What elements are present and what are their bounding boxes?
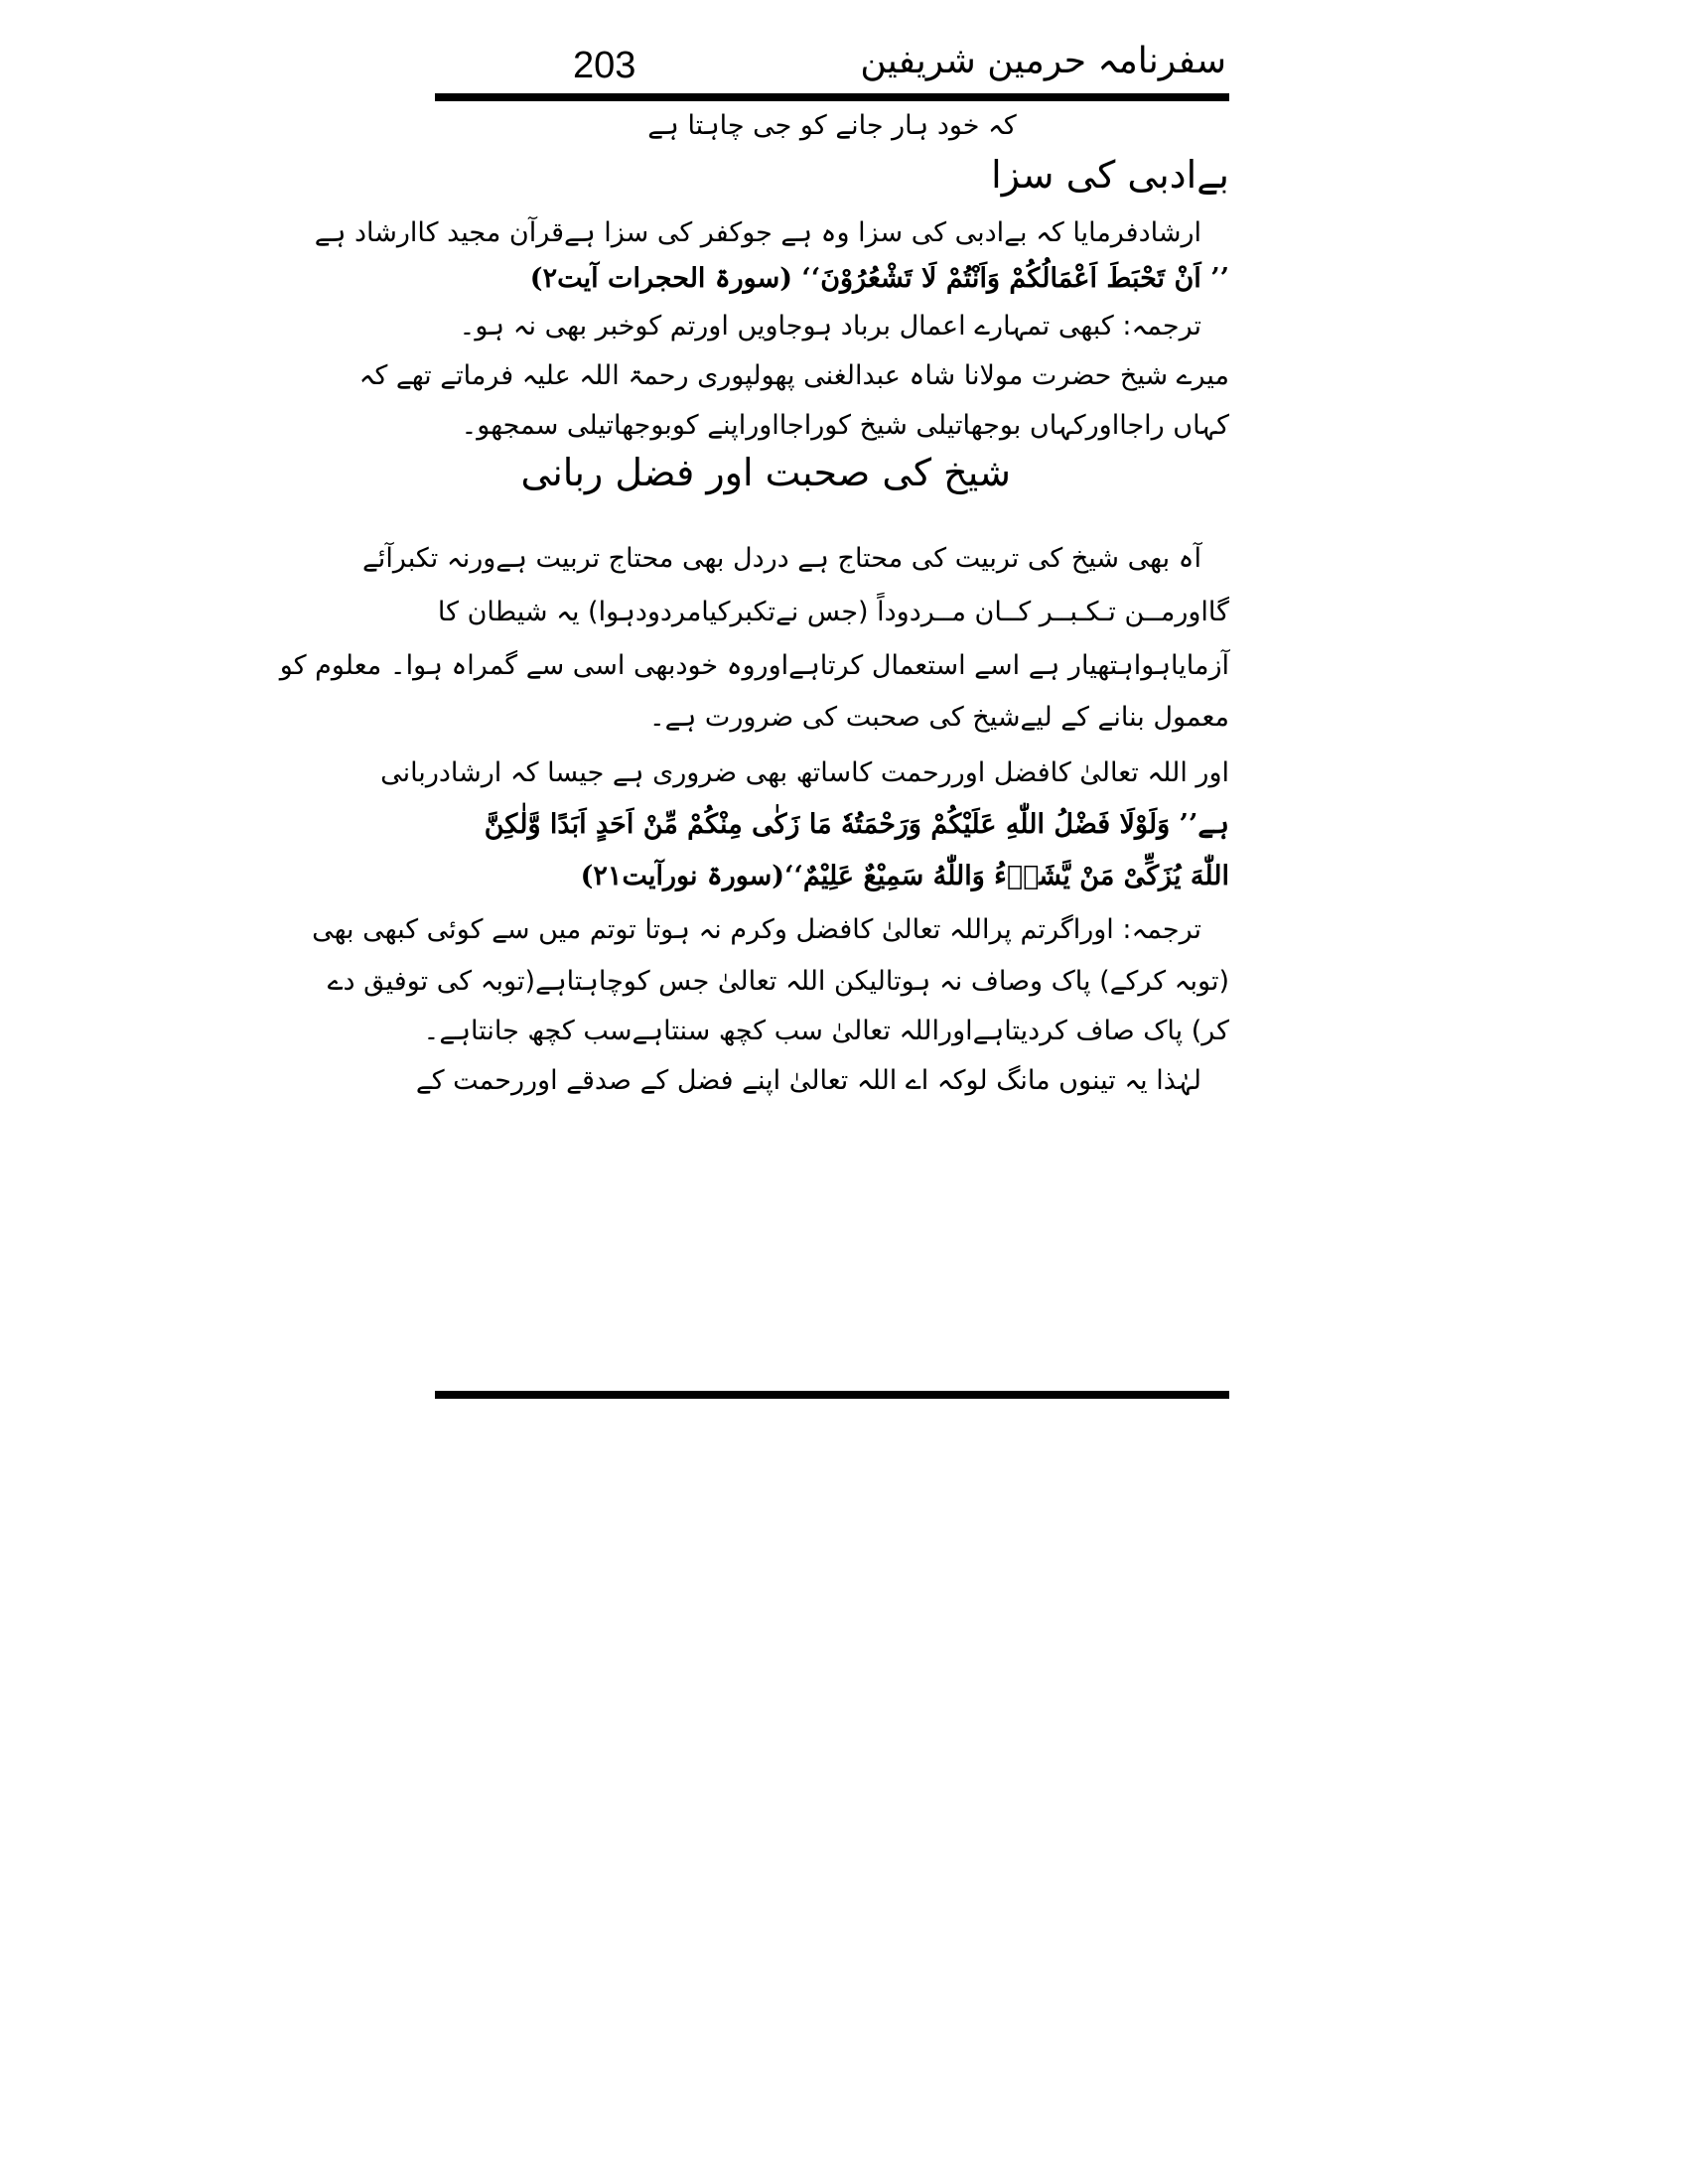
page-header (432, 34, 1226, 93)
paragraph-line: گااورمــن تـکـبــر کــان مــردوداً (جس نےتکبرکیامردودہوا) یہ شیطان کا (437, 597, 1229, 627)
paragraph-line: ارشادفرمایا کہ بےادبی کی سزا وہ ہے جوکفر کی سزا ہےقرآن مجید کاارشاد ہے (314, 217, 1201, 248)
translation-line: ترجمہ: کبھی تمہارے اعمال برباد ہوجاویں اورتم کوخبر بھی نہ ہو۔ (459, 311, 1201, 341)
running-title: سفرنامہ حرمین شریفین (860, 41, 1226, 81)
quran-verse-line: ’’ اَنْ تَحْبَطَ اَعْمَالُكُمْ وَاَنْتُمْ لَا تَشْعُرُوْنَ‘‘ (سورۃ الحجرات آیت۲) (529, 263, 1229, 294)
paragraph-line: آہ بھی شیخ کی تربیت کی محتاج ہے دردل بھی محتاج تربیت ہےورنہ تکبرآئے (361, 543, 1201, 574)
paragraph-line: آزمایاہواہتھیار ہے اسے استعمال کرتاہےاوروہ خودبھی اسی سے گمراہ ہوا۔ معلوم کو (279, 650, 1229, 681)
paragraph-line: لہٰذا یہ تینوں مانگ لوکہ اے اللہ تعالیٰ اپنے فضل کے صدقے اوررحمت کے (415, 1065, 1201, 1096)
quran-verse-line: ہے’’ وَلَوْلَا فَضْلُ اللّٰهِ عَلَيْكُمْ وَرَحْمَتُهٗ مَا زَكٰى مِنْكُمْ مِّنْ اَحَدٍ اَبَدًا وَّلٰكِنَّ (484, 809, 1229, 840)
translation-line: کر) پاک صاف کردیتاہےاوراللہ تعالیٰ سب کچھ سنتاہےسب کچھ جانتاہے۔ (423, 1016, 1229, 1046)
translation-line: (توبہ کرکے) پاک وصاف نہ ہوتالیکن اللہ تعالیٰ جس کوچاہتاہے(توبہ کی توفیق دے (327, 966, 1229, 997)
section-heading-punishment: بےادبی کی سزا (991, 153, 1229, 197)
translation-line: ترجمہ: اوراگرتم پراللہ تعالیٰ کافضل وکرم نہ ہوتا توتم میں سے کوئی کبھی بھی (312, 914, 1201, 945)
paragraph-line: میرے شیخ حضرت مولانا شاہ عبدالغنی پھولپوری رحمۃ اللہ علیہ فرماتے تھے کہ (358, 360, 1229, 391)
verse-line: کہ خود ہار جانے کو جی چاہتا ہے (647, 110, 1017, 141)
page-number: 203 (573, 45, 636, 86)
footer-rule (435, 1391, 1229, 1399)
paragraph-line: معمول بنانے کے لیےشیخ کی صحبت کی ضرورت ہے۔ (648, 702, 1229, 733)
quran-verse-line: اللّٰهَ يُزَكِّىْ مَنْ يَّشَاۗءُ وَاللّٰهُ سَمِيْعٌ عَلِيْمٌ‘‘(سورۃ نورآیت۲۱) (580, 861, 1229, 891)
section-heading-companionship: شیخ کی صحبت اور فضل ربانی (520, 451, 1011, 494)
paragraph-line: اور اللہ تعالیٰ کافضل اوررحمت کاساتھ بھی ضروری ہے جیسا کہ ارشادربانی (380, 757, 1229, 788)
header-rule (435, 93, 1229, 101)
paragraph-line: کہاں راجااورکہاں بوجھاتیلی شیخ کوراجااوراپنے کوبوجھاتیلی سمجھو۔ (461, 410, 1229, 441)
